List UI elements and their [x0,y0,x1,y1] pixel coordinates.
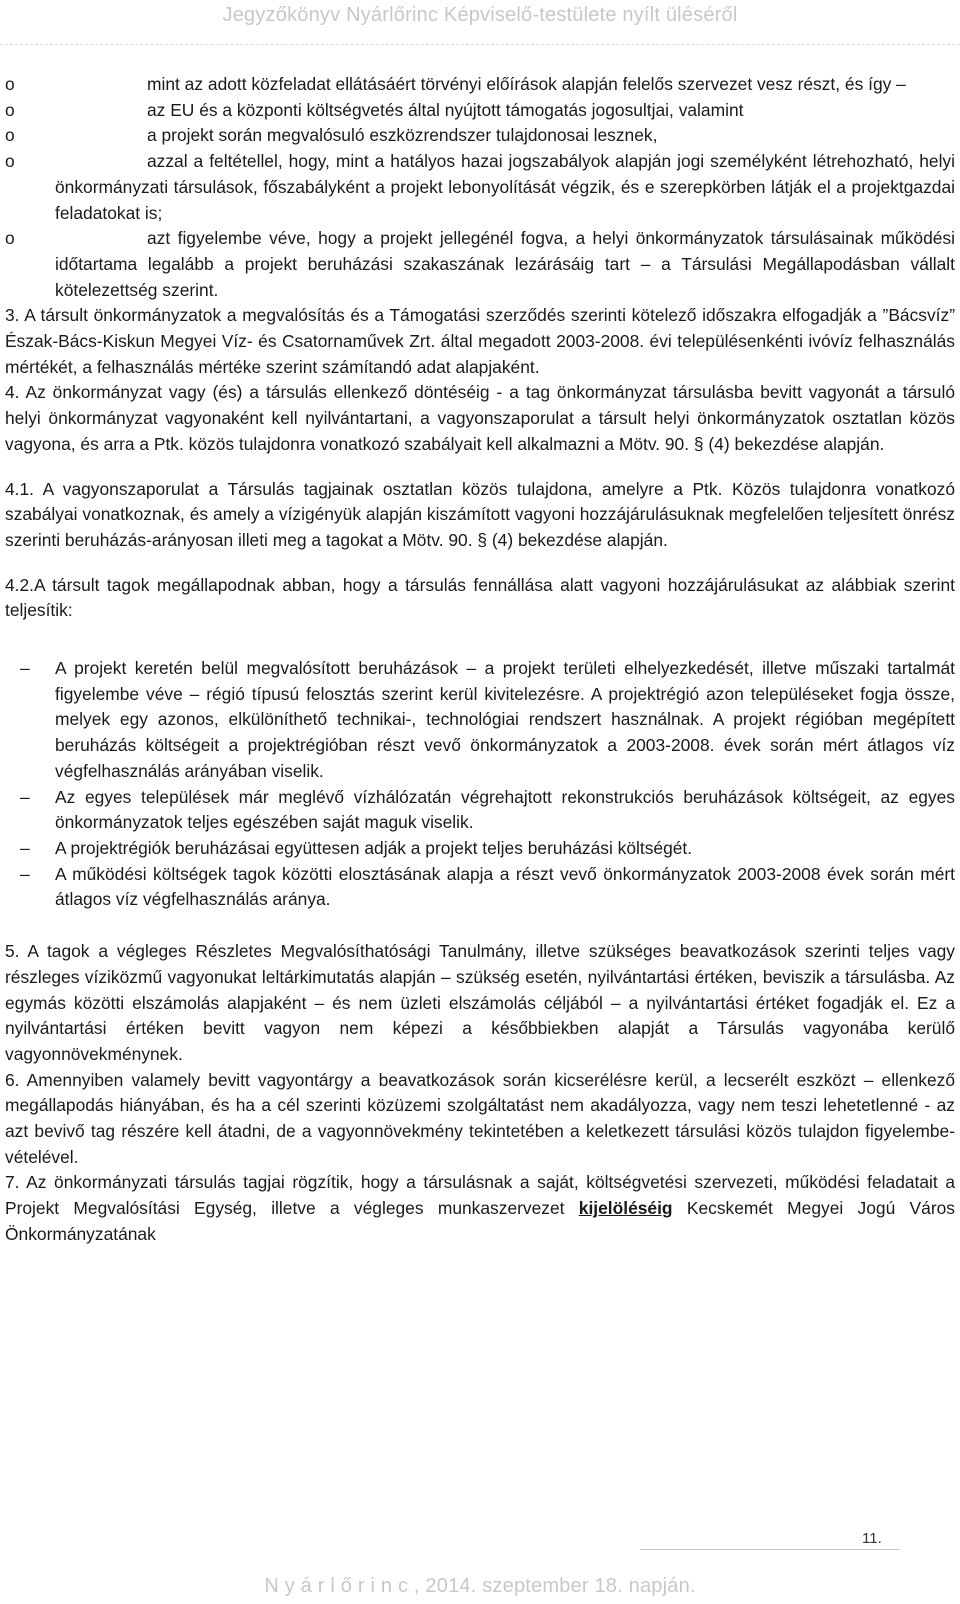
page-number: 11. [862,1530,882,1547]
bullet-marker: o [5,151,15,172]
bullet-marker: o [5,125,15,146]
list-item-text: adott közfeladat ellátásáért törvényi előírások alapján felelős szervezet vesz részt, és így – [207,74,906,94]
list-item-text: feltétellel, hogy, mint a hatályos hazai jogszabályok alapján jogi személyként létrehozható, helyi önkormányzati társulások, főszabályként a projekt lebonyolítását végzik, és e szerepkörben látják el a projektgazdai feladatokat is; [55,151,955,223]
bullet-marker: o [5,74,15,94]
list-item [0,785,955,836]
dash-marker: – [20,863,30,884]
list-item-text: A projekt keretén belül megvalósított beruházások – a projekt területi elhelyezkedését, illetve műszaki tartalmát figyelembe véve – régió típusú felosztás szerint kerül kivitelezésre. A projektrégió azon településeket fogja össze, melyek egy azonos, elkülöníthető technikai-, technológiai rendszert használnak. A projekt régióban megépített beruházás költségeit a projektrégióban részt vevő önkormányzatok a 2003-2008. évek során mért átlagos víz végfelhasználás arányában viselik. [55,658,955,781]
page-header [0,0,960,44]
footer-text: N y á r l ő r i n c , 2014. szeptember 18. napján. [264,1575,696,1597]
list-item-lead: mint az [147,74,204,94]
list-item [0,149,955,226]
paragraph-7: 7. Az önkormányzati társulás tagjai rögzítik, hogy a társulásnak a saját, költségvetési szervezeti, működési feladatait a Projekt Megvalósítási Egység, illetve a végleges munkaszervezet kijelöléséig Kecskemét Megyei Jogú Város Önkormányzatának [5,1172,955,1244]
list-item-lead: a projekt [147,125,214,146]
dash-marker: – [20,658,30,679]
list-item-text: a központi költségvetés által nyújtott támogatás jogosultjai, valamint [222,99,744,120]
list-item-lead: azzal a [147,151,204,172]
list-item [0,836,955,862]
paragraph-4-2: 4.2.A társult tagok megállapodnak abban, hogy a társulás fennállása alatt vagyoni hozzájárulásukat az alábbiak szerint teljesítik: [5,574,955,621]
list-item-text: során megvalósuló eszközrendszer tulajdonosai lesznek, [218,125,658,146]
list-item [0,98,955,124]
page-number-rule [640,1549,900,1550]
paragraph-5: 5. A tagok a végleges Részletes Megvalósíthatósági Tanulmány, illetve szükséges beavatkozások szerinti teljes vagy részleges víziközmű vagyonukat leltárkimutatás alapján – szükség esetén, nyilvántartási értéken, beviszik a társulásba. Az egymás közötti elszámolás alapjaként – és nem üzleti elszámolás céljából – a nyilvántartási értéket fogadják el. Ez a nyilvántartási értéken bevitt vagyon nem képezi a későbbiekben alapját a Társulás vagyonába kerülő vagyonnövekménynek. [5,941,955,1064]
list-item [0,656,955,785]
header-divider [0,44,960,45]
list-item-lead: az EU és [147,99,218,120]
header-title: Jegyzőkönyv Nyárlőrinc Képviselő-testülete nyílt üléséről [222,4,738,26]
paragraph-3: 3. A társult önkormányzatok a megvalósítás és a Támogatási szerződés szerinti kötelező időszakra elfogadják a ”Bácsvíz” Észak-Bács-Kiskun Megyei Víz- és Csatornaművek Zrt. által megadott 2003-2008. évi településenkénti ivóvíz felhasználás mértékét, a felhasználás mértéke szerint számítandó adat alapjaként. [5,305,955,377]
list-item-text: A működési költségek tagok közötti elosztásának alapja a részt vevő önkormányzatok 2003-2008 évek során mért átlagos víz végfelhasználás aránya. [55,863,955,910]
list-item [0,862,955,913]
bullet-marker: o [5,228,15,249]
paragraph-4-1: 4.1. A vagyonszaporulat a Társulás tagjainak osztatlan közös tulajdona, amelyre a Ptk. Közös tulajdonra vonatkozó szabályai vonatkoznak, és amely a vízigényük alapján kiszámított vagyoni hozzájárulásuknak megfelelően teljesített önrész szerinti beruházás-arányosan illeti meg a tagokat a Mötv. 90. § (4) bekezdése alapján. [5,478,955,550]
underlined-term: kijelöléséig [578,1198,673,1219]
list-item-lead: azt [147,228,171,249]
bullet-marker: o [5,99,15,120]
list-item [0,72,955,98]
list-item [0,226,955,303]
dash-marker: – [20,837,30,858]
list-item-text: A projektrégiók beruházásai együttesen adják a projekt teljes beruházási költségét. [55,837,693,858]
document-body [0,72,960,1248]
dash-marker: – [20,786,30,807]
list-item-text: figyelembe véve, hogy a projekt jellegénél fogva, a helyi önkormányzatok társulásainak működési időtartama legalább a projekt beruházási szakaszának lezárásáig tart – a Társulási Megállapodásban vállalt kötelezettség szerint. [55,228,955,300]
list-item-text: Az egyes települések már meglévő vízhálózatán végrehajtott rekonstrukciós beruházások költségeit, az egyes önkormányzatok teljes egészében saját maguk viselik. [55,786,955,833]
paragraph-4: 4. Az önkormányzat vagy (és) a társulás ellenkező döntéséig - a tag önkormányzat társulásba bevitt vagyonát a társuló helyi önkormányzat vagyonaként kell nyilvántartani, a vagyonszaporulat a társult helyi önkormányzatok osztatlan közös vagyona, és arra a Ptk. közös tulajdonra vonatkozó szabályait kell alkalmazni a Mötv. 90. § (4) bekezdése alapján. [5,382,955,454]
paragraph-6: 6. Amennyiben valamely bevitt vagyontárgy a beavatkozások során kicserélésre kerül, a lecserélt eszközt – ellenkező megállapodás hiányában, és ha a cél szerinti közüzemi szolgáltatást nem akadályozza, vagy nem teszi lehetetlenné - az azt bevivő tag részére kell átadni, de a vagyonnövekmény tekintetében a keletkezett társulási közös tulajdon figyelembe-vételével. [5,1069,955,1167]
list-item [0,123,955,149]
